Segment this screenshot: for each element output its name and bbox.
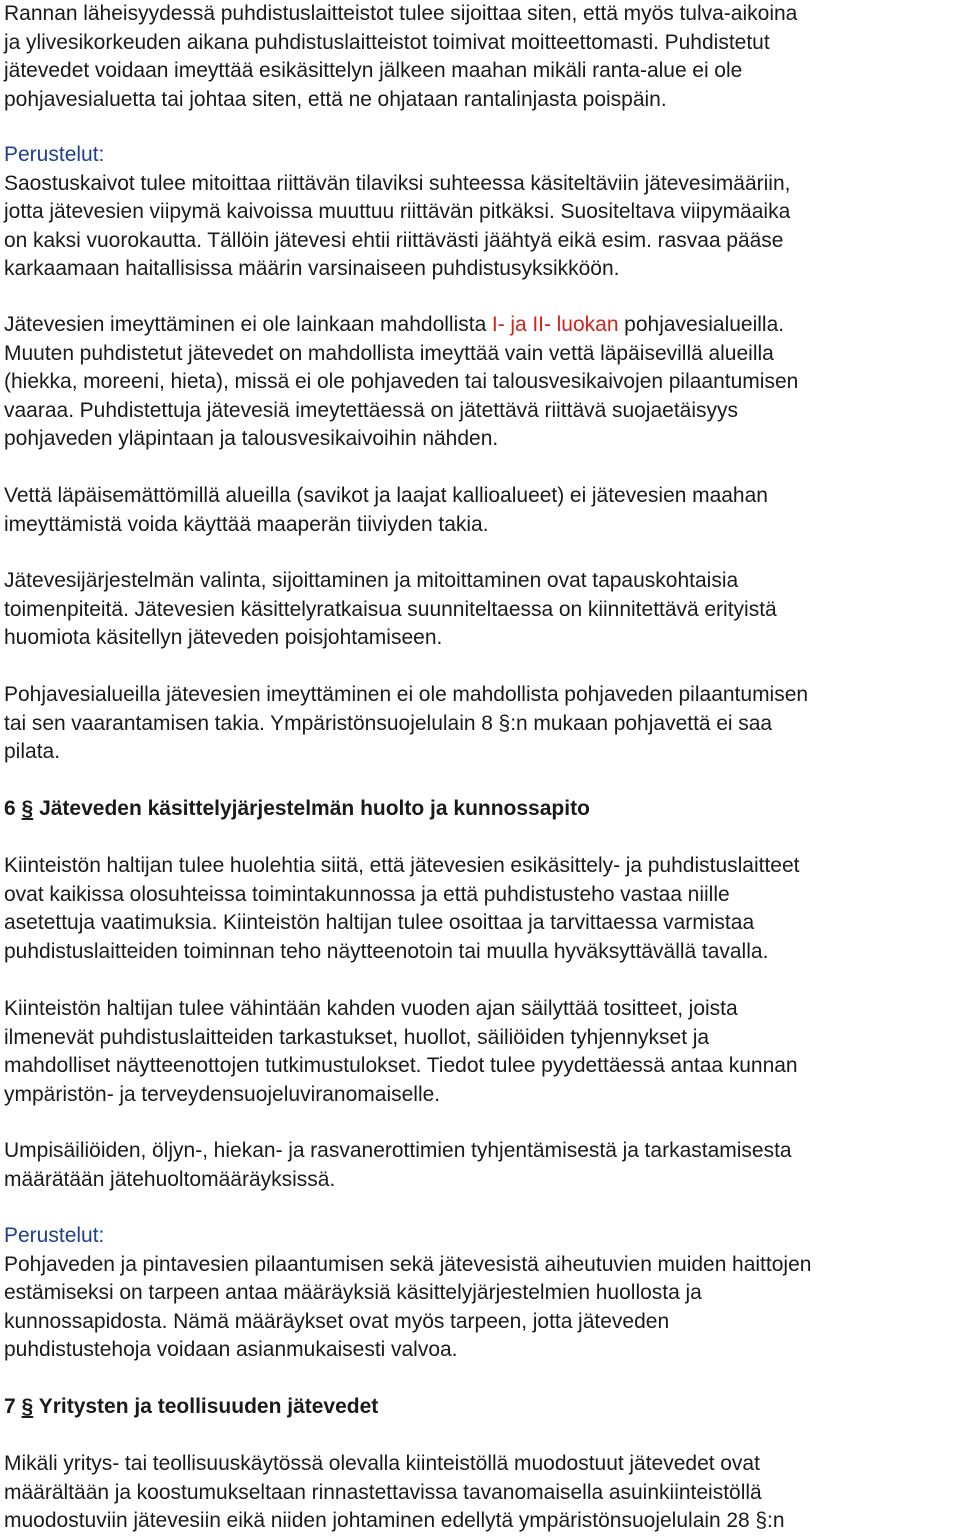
text-line	[4, 311, 956, 340]
text-line: ovat kaikissa olosuhteissa toimintakunnossa ja että puhdistusteho vastaa niille	[4, 882, 730, 906]
text-line: pohjavesialuetta tai johtaa siten, että ne ohjataan rantalinjasta poispäin.	[4, 87, 667, 111]
text-line: määrätään jätehuoltomääräyksissä.	[4, 1167, 336, 1191]
text-line: tai sen vaarantamisen takia. Ympäristönsuojelulain 8 §:n mukaan pohjavettä ei saa	[4, 711, 773, 735]
text-line: Rannan läheisyydessä puhdistuslaitteistot tulee sijoittaa siten, että myös tulva-aikoina	[4, 2, 798, 25]
groundwater-class-highlight: I- ja II- luokan	[491, 313, 619, 336]
text-line: huomiota käsitellyn jäteveden poisjohtamiseen.	[4, 626, 443, 650]
text-line: Pohjaveden ja pintavesien pilaantumisen sekä jätevesistä aiheutuvien muiden haittojen	[4, 1252, 812, 1276]
text-line: ympäristön- ja terveydensuojeluviranomaiselle.	[4, 1082, 441, 1106]
perustelut-block-1	[4, 141, 956, 284]
text-line: määrältään ja koostumukseltaan rinnastettavissa tavanomaisella asuinkiinteistöllä	[4, 1480, 762, 1504]
section-sign: §	[21, 797, 34, 820]
text-line: jätevedet voidaan imeyttää esikäsittelyn jälkeen maahan mikäli ranta-alue ei ole	[4, 59, 743, 83]
section-title: Jäteveden käsittelyjärjestelmän huolto ja kunnossapito	[39, 797, 590, 820]
text-line: pohjaveden yläpintaan ja talousvesikaivoihin nähden.	[4, 427, 499, 451]
paragraph-jatevesijarjestelma	[4, 567, 956, 653]
text-line: Muuten puhdistetut jätevedet on mahdollista imeyttää vain vettä läpäisevillä alueilla	[4, 341, 774, 365]
text-line: muodostuviin jätevesiin eikä niiden johtaminen edellytä ympäristönsuojelulain 28 §:n	[4, 1509, 785, 1533]
text-line: estämiseksi on tarpeen antaa määräyksiä käsittelyjärjestelmien huollosta ja	[4, 1281, 702, 1305]
text-line: asetettuja vaatimuksia. Kiinteistön haltijan tulee osoittaa ja tarvittaessa varmistaa	[4, 911, 755, 935]
text-line: ja ylivesikorkeuden aikana puhdistuslaitteistot toimivat moitteettomasti. Puhdistetut	[4, 30, 770, 54]
text-line: ilmenevät puhdistuslaitteiden tarkastukset, huollot, säiliöiden tyhjennykset ja	[4, 1025, 710, 1049]
text-line: Kiinteistön haltijan tulee vähintään kahden vuoden ajan säilyttää tositteet, joista	[4, 997, 738, 1020]
text-line: kunnossapidosta. Nämä määräykset ovat myös tarpeen, jotta jäteveden	[4, 1309, 670, 1333]
perustelut-label: Perustelut:	[4, 143, 105, 166]
text-line: Pohjavesialueilla jätevesien imeyttäminen ei ole mahdollista pohjaveden pilaantumisen	[4, 683, 809, 706]
section-sign: §	[21, 1395, 34, 1418]
paragraph-umpisailiot	[4, 1137, 956, 1194]
paragraph-rannan	[4, 0, 956, 114]
section-heading-7	[4, 1393, 956, 1421]
paragraph-pohjavesialueilla	[4, 681, 956, 767]
text-line: Kiinteistön haltijan tulee huolehtia siitä, että jätevesien esikäsittely- ja puhdistuslaitteet	[4, 854, 800, 877]
paragraph-yritykset	[4, 1450, 956, 1536]
text-segment: Jätevesien imeyttäminen ei ole lainkaan mahdollista	[4, 313, 492, 336]
section-title: Yritysten ja teollisuuden jätevedet	[38, 1395, 379, 1418]
text-line: mahdolliset näytteenottojen tutkimustulokset. Tiedot tulee pyydettäessä antaa kunnan	[4, 1054, 798, 1078]
text-line: puhdistustehoja voidaan asianmukaisesti valvoa.	[4, 1338, 458, 1362]
text-line: Saostuskaivot tulee mitoittaa riittävän tilaviksi suhteessa käsiteltäviin jätevesimääriin,	[4, 171, 791, 195]
section-number: 7	[4, 1395, 16, 1418]
text-line: jotta jätevesien viipymä kaivoissa muuttuu riittävän pitkäksi. Suositeltava viipymäaika	[4, 200, 791, 224]
paragraph-imeyttaminen	[4, 311, 956, 454]
paragraph-vetta	[4, 482, 956, 539]
text-line: Umpisäiliöiden, öljyn-, hiekan- ja rasvanerottimien tyhjentämisestä ja tarkastamisesta	[4, 1139, 792, 1162]
text-segment: pohjavesialueilla.	[618, 313, 785, 336]
text-line: karkaamaan haitallisissa määrin varsinaiseen puhdistusyksikköön.	[4, 257, 620, 281]
section-number: 6	[4, 797, 16, 820]
text-line: vaaraa. Puhdistettuja jätevesiä imeytettäessä on jätettävä riittävä suojaetäisyys	[4, 398, 738, 422]
text-line: Vettä läpäisemättömillä alueilla (savikot ja laajat kallioalueet) ei jätevesien maahan	[4, 484, 768, 507]
text-line: toimenpiteitä. Jätevesien käsittelyratkaisua suunniteltaessa on kiinnitettävä erityistä	[4, 597, 777, 621]
text-line: Mikäli yritys- tai teollisuuskäytössä olevalla kiinteistöllä muodostuut jätevedet ovat	[4, 1452, 760, 1475]
text-line: puhdistuslaitteiden toiminnan teho näytteenotoin tai muulla hyväksyttävällä tavalla.	[4, 939, 769, 963]
text-line: imeyttämistä voida käyttää maaperän tiiviyden takia.	[4, 512, 489, 536]
section-heading-6	[4, 795, 956, 823]
text-line: on kaksi vuorokautta. Tällöin jätevesi ehtii riittävästi jäähtyä eikä esim. rasvaa pääse	[4, 228, 784, 252]
perustelut-block-2	[4, 1222, 956, 1365]
text-line: (hiekka, moreeni, hieta), missä ei ole pohjaveden tai talousvesikaivojen pilaantumisen	[4, 370, 799, 394]
text-line: pilata.	[4, 740, 61, 764]
paragraph-kiinteiston-haltija-2	[4, 995, 956, 1109]
paragraph-kiinteiston-haltija-1	[4, 852, 956, 966]
perustelut-label: Perustelut:	[4, 1224, 105, 1247]
text-line: Jätevesijärjestelmän valinta, sijoittaminen ja mitoittaminen ovat tapauskohtaisia	[4, 569, 739, 592]
